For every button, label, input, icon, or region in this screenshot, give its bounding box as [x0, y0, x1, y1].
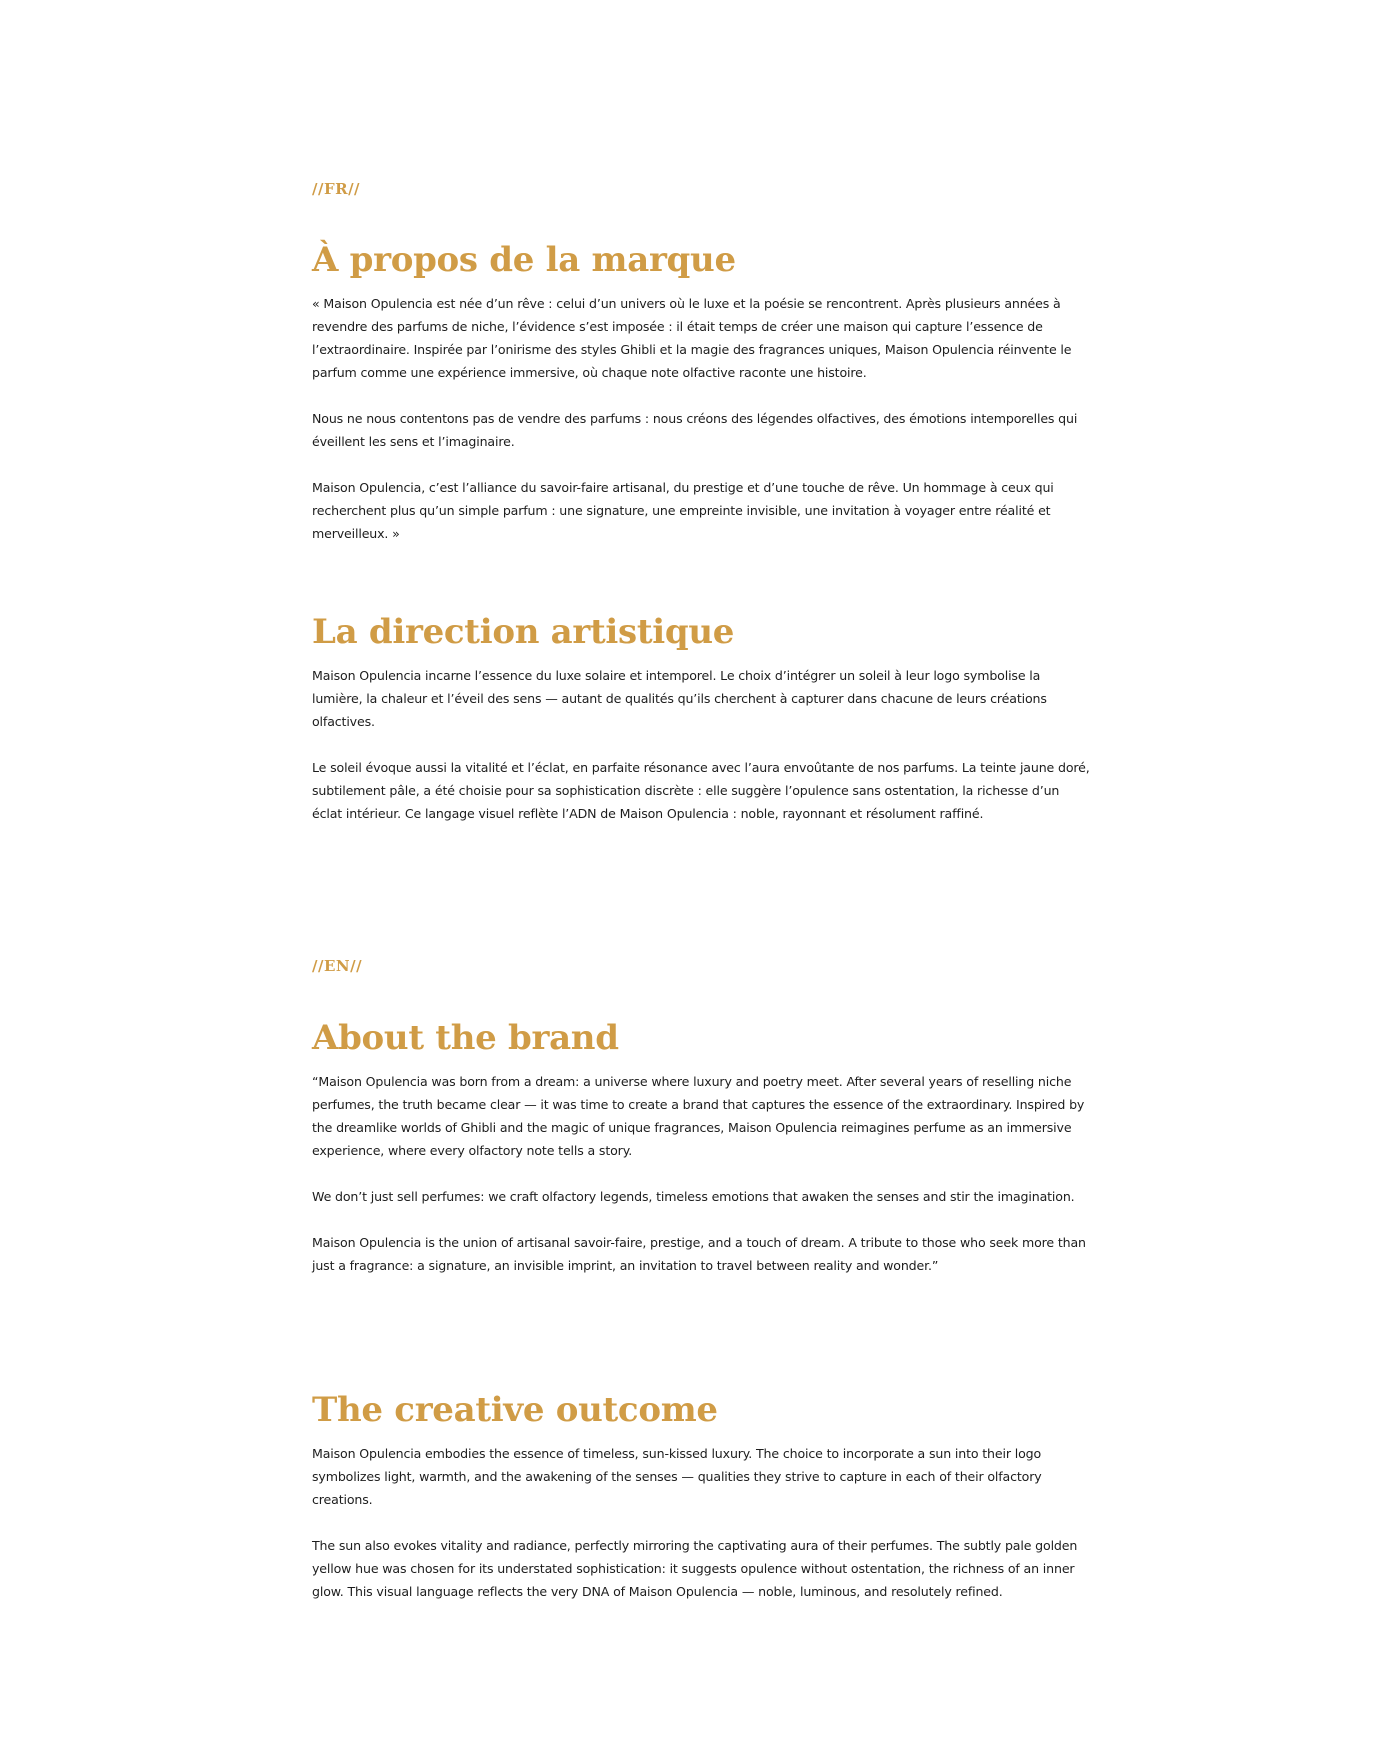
paragraph: Le soleil évoque aussi la vitalité et l’éclat, en parfaite résonance avec l’aura envoûtante de nos parfums. La teinte jaune doré, subtilement pâle, a été choisie pour sa sophistication discrète : elle suggère l’opulence sans ostentation, la richesse d’un éclat intérieur. Ce langage visuel reflète l’ADN de Maison Opulencia : noble, rayonnant et résolument raffiné. [312, 760, 1090, 821]
paragraph: Maison Opulencia is the union of artisanal savoir-faire, prestige, and a touch of dream. A tribute to those who seek more than just a fragrance: a signature, an invisible imprint, an invitation to travel between reality and wonder.” [312, 1235, 1086, 1273]
paragraph: We don’t just sell perfumes: we craft olfactory legends, timeless emotions that awaken the senses and stir the imagination. [312, 1189, 1075, 1204]
section-outcome-en [312, 1390, 1092, 1603]
paragraph: Nous ne nous contentons pas de vendre des parfums : nous créons des légendes olfactives, des émotions intemporelles qui éveillent les sens et l’imaginaire. [312, 411, 1078, 449]
paragraph: “Maison Opulencia was born from a dream: a universe where luxury and poetry meet. After several years of reselling niche perfumes, the truth became clear — it was time to create a brand that captures the essence of the extraordinary. Inspired by the dreamlike worlds of Ghibli and the magic of unique fragrances, Maison Opulencia reimagines perfume as an immersive experience, where every olfactory note tells a story. [312, 1074, 1085, 1158]
paragraph: The sun also evokes vitality and radiance, perfectly mirroring the captivating aura of their perfumes. The subtly pale golden yellow hue was chosen for its understated sophistication: it suggests opulence without ostentation, the richness of an inner glow. This visual language reflects the very DNA of Maison Opulencia — noble, luminous, and resolutely refined. [312, 1538, 1078, 1599]
section-title: À propos de la marque [312, 240, 736, 280]
section-title: About the brand [312, 1018, 619, 1058]
language-tag-fr: //FR// [312, 180, 361, 198]
section-title: The creative outcome [312, 1390, 718, 1430]
section-title: La direction artistique [312, 612, 735, 652]
paragraph: Maison Opulencia embodies the essence of timeless, sun-kissed luxury. The choice to incorporate a sun into their logo symbolizes light, warmth, and the awakening of the senses — qualities they strive to capture in each of their olfactory creations. [312, 1446, 1042, 1507]
language-tag-en: //EN// [312, 957, 363, 975]
section-direction-fr [312, 612, 1092, 825]
section-about-en [312, 1018, 1092, 1277]
section-about-fr [312, 240, 1092, 545]
paragraph: « Maison Opulencia est née d’un rêve : celui d’un univers où le luxe et la poésie se rencontrent. Après plusieurs années à revendre des parfums de niche, l’évidence s’est imposée : il était temps de créer une maison qui capture l’essence de l’extraordinaire. Inspirée par l’onirisme des styles Ghibli et la magie des fragrances uniques, Maison Opulencia réinvente le parfum comme une expérience immersive, où chaque note olfactive raconte une histoire. [312, 296, 1072, 380]
paragraph: Maison Opulencia, c’est l’alliance du savoir-faire artisanal, du prestige et d’une touche de rêve. Un hommage à ceux qui recherchent plus qu’un simple parfum : une signature, une empreinte invisible, une invitation à voyager entre réalité et merveilleux. » [312, 480, 1054, 541]
paragraph: Maison Opulencia incarne l’essence du luxe solaire et intemporel. Le choix d’intégrer un soleil à leur logo symbolise la lumière, la chaleur et l’éveil des sens — autant de qualités qu’ils cherchent à capturer dans chacune de leurs créations olfactives. [312, 668, 1047, 729]
